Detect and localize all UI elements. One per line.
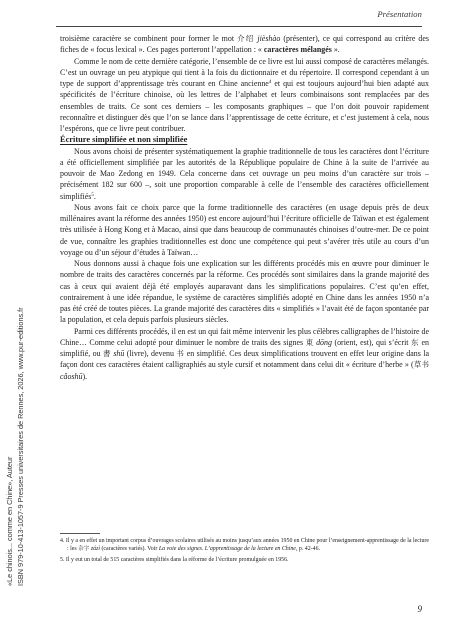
body-text [60, 33, 429, 382]
hanzi-zazi: 杂字 [78, 546, 90, 553]
hanzi-dong-trad: 東 [305, 337, 314, 347]
text-run: et qui est toujours aujourd’hui bien adapté aux spécificités de l’écriture chinoise, où les lettres de l’alphabet et leurs combinaisons sont remplacées par des ensembles de traits. Ce sont ces derniers – les composants graphiques – que l’on doit pouvoir rapidement reconnaître et distinguer dès que l’on se lance dans l’apprentissage de cette écriture, et c’est justement à cela, nous l’espérons, que ce livre peut contribuer. [60, 79, 429, 133]
text-run: ). [82, 371, 88, 381]
section-heading-text: Écriture simplifiée et non simplifiée [60, 135, 188, 145]
pinyin-dong: dōng [316, 337, 332, 347]
section-heading [60, 134, 429, 145]
paragraph-2 [60, 56, 429, 135]
paragraph-6 [60, 326, 429, 382]
hanzi-caoshu: 草书 [413, 360, 429, 370]
footnote-ref-4: 4 [268, 80, 272, 85]
text-run: Parmi ces différents procédés, il en est un qui fait même intervenir les plus célèbres calligraphes de l’histoire de Chine… Comme celui adopté pour diminuer le nombre de traits des signes [60, 326, 429, 347]
text-run: . [93, 191, 96, 201]
text-run: 4. Il y a en effet un important corpus d’ouvrages scolaires utilisés au moins jusqu’aux années 1950 en Chine pour l’enseignement-apprentissage de la lecture : les [60, 538, 429, 553]
text-run: en simplifié, ou [60, 337, 430, 358]
running-head: Présentation [377, 9, 422, 19]
text-run: (présenter), ce qui correspond au critère des fiches de « focus lexical ». Ces pages porteront l’appellation : « [60, 34, 430, 55]
pinyin-jieshao: jièshào [257, 34, 281, 43]
paragraph-4: Nous avons fait ce choix parce que la forme traditionnelle des caractères (en usage depuis près de deux millénaires avant la réforme des années 1950) est encore aujourd’hui l’écriture officielle de Taïwan et est également très utilisée à Hong Kong et à Macao, ainsi que dans beaucoup de communautés chinoises d’outre-mer. De ce point de vue, connaître les graphies traditionnelles est donc une compétence qui peut s’avérer très utile au cours d’un voyage ou d’un séjour d’études à Taïwan… [60, 202, 429, 257]
page-number: 9 [417, 604, 422, 614]
pinyin-zazi: zázì [90, 546, 100, 553]
hanzi-shu-trad: 書 [102, 349, 111, 358]
side-credit-line-1: «Le chinois... comme en Chine», Auteur [5, 456, 14, 586]
text-run: (orient, est), qui s’écrit [331, 337, 411, 347]
bold-term: caractères mélangés [263, 45, 332, 55]
header-rule [56, 26, 422, 27]
pinyin-shu: shū [113, 349, 125, 358]
text-run: Comme le nom de cette dernière catégorie, l’ensemble de ce livre est lui aussi composé de caractères mélangés. C’est un ouvrage un peu atypique qui tient à la fois du dictionnaire et du répertoire. Il correspond cependant à un type de support d’apprentissage très courant en Chine ancienne [60, 56, 429, 88]
hanzi-dong-simp: 东 [411, 337, 420, 347]
side-credit [4, 268, 28, 586]
text-run: en simplifié. Ces deux simplifications trouvent en effet leur origine dans la façon dont ces caractères étaient calligraphiés au style cursif et notamment dans celui dit « écriture d’herbe » ( [60, 349, 429, 370]
footnote-5: 5. Il y eut un total de 515 caractères simplifiés dans la réforme de l’écriture promulguée en 1956. [60, 556, 289, 563]
footnote-4 [60, 537, 429, 554]
text-run: (livre), devenu [124, 349, 177, 358]
text-run: ». [331, 45, 340, 55]
paragraph-1 [60, 33, 429, 56]
paragraph-5: Nous donnons aussi à chaque fois une explication sur les différents procédés mis en œuvre pour diminuer le nombre de traits des caractères concernés par la réforme. Ces procédés sont similaires dans la grande majorité des cas à ceux qui avaient déjà été employés auparavant dans les simplifications populaires. C’est qu’en effet, contrairement à une idée répandue, le système de caractères simplifiés adopté en Chine dans les années 1950 n’a pas été créé de toutes pièces. La grande majorité des caractères dits « simplifiés » l’avait été de façon spontanée par la population, et cela depuis parfois plusieurs siècles. [60, 259, 429, 325]
footnote-ref-5: 5 [91, 192, 94, 198]
paragraph-3 [60, 146, 429, 202]
footnotes [60, 537, 429, 566]
text-run: troisième caractère se combinent pour former le mot [60, 34, 238, 43]
pinyin-caoshu: cǎoshū [60, 371, 83, 381]
hanzi-shu-simp: 书 [176, 349, 185, 358]
side-credit-line-2: ISBN 979-10-413-1057-9 Presses universitaires de Rennes, 2026, www.pur-editions.fr [16, 307, 25, 586]
text-run: (caractères variés). Voir [100, 546, 159, 553]
cited-title: La voie des signes. L’apprentissage de la lecture en Chine [158, 546, 296, 553]
text-run: , p. 42-46. [295, 546, 320, 553]
footnote-rule [60, 533, 100, 534]
hanzi-jieshao: 介绍 [237, 34, 255, 43]
text-run: Nous avons choisi de présenter systématiquement la graphie traditionnelle de tous les caractères dont l’écriture a été officiellement simplifiée par les autorités de la République populaire de Chine à la suite de l’arrivée au pouvoir de Mao Zedong en 1949. Cela concerne dans cet ouvrage un peu moins d’un caractère sur trois – précisément 182 sur 600 –, soit une proportion comparable à celle de l’ensemble des caractères officiellement simplifiés [60, 146, 429, 201]
